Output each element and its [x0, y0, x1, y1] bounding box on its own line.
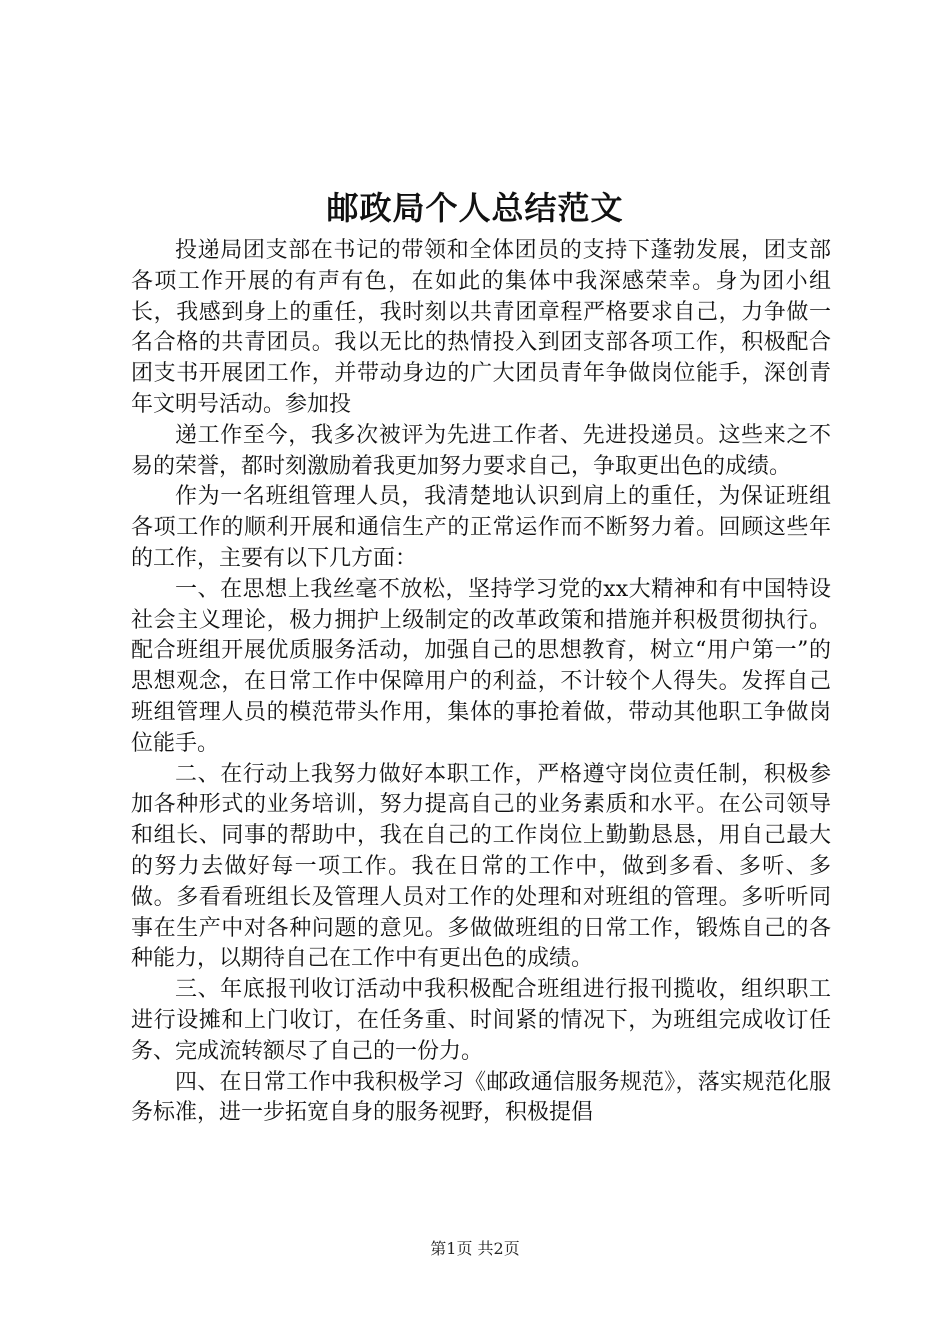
paragraph-4: 一、在思想上我丝毫不放松，坚持学习党的xx大精神和有中国特设社会主义理论，极力拥护上级制定的改革政策和措施并积极贯彻执行。配合班组开展优质服务活动，加强自己的思想教育，树立“用户第一”的思想观念，在日常工作中保障用户的利益，不计较个人得失。发挥自己班组管理人员的模范带头作用，集体的事抢着做，带动其他职工争做岗位能手。	[131, 576, 831, 756]
paragraph-3: 作为一名班组管理人员，我清楚地认识到肩上的重任，为保证班组各项工作的顺利开展和通信生产的正常运作而不断努力着。回顾这些年的工作，主要有以下几方面：	[131, 484, 831, 571]
paragraph-6: 三、年底报刊收订活动中我积极配合班组进行报刊揽收，组织职工进行设摊和上门收订，在任务重、时间紧的情况下，为班组完成收订任务、完成流转额尽了自己的一份力。	[131, 977, 831, 1064]
paragraph-5: 二、在行动上我努力做好本职工作，严格遵守岗位责任制，积极参加各种形式的业务培训，努力提高自己的业务素质和水平。在公司领导和组长、同事的帮助中，我在自己的工作岗位上勤勤恳恳，用自己最大的努力去做好每一项工作。我在日常的工作中，做到多看、多听、多做。多看看班组长及管理人员对工作的处理和对班组的管理。多听听同事在生产中对各种问题的意见。多做做班组的日常工作，锻炼自己的各种能力，以期待自己在工作中有更出色的成绩。	[131, 761, 831, 972]
paragraph-7: 四、在日常工作中我积极学习《邮政通信服务规范》，落实规范化服务标准，进一步拓宽自身的服务视野，积极提倡	[131, 1069, 831, 1126]
page-number-footer: 第1页 共2页	[430, 1239, 520, 1258]
document-title: 邮政局个人总结范文	[326, 189, 624, 227]
paragraph-2: 递工作至今，我多次被评为先进工作者、先进投递员。这些来之不易的荣誉，都时刻激励着我更加努力要求自己，争取更出色的成绩。	[131, 422, 831, 479]
paragraph-1: 投递局团支部在书记的带领和全体团员的支持下蓬勃发展，团支部各项工作开展的有声有色，在如此的集体中我深感荣幸。身为团小组长，我感到身上的重任，我时刻以共青团章程严格要求自己，力争做一名合格的共青团员。我以无比的热情投入到团支部各项工作，积极配合团支书开展团工作，并带动身边的广大团员青年争做岗位能手，深创青年文明号活动。参加投	[131, 238, 831, 417]
document-body	[131, 236, 831, 1129]
